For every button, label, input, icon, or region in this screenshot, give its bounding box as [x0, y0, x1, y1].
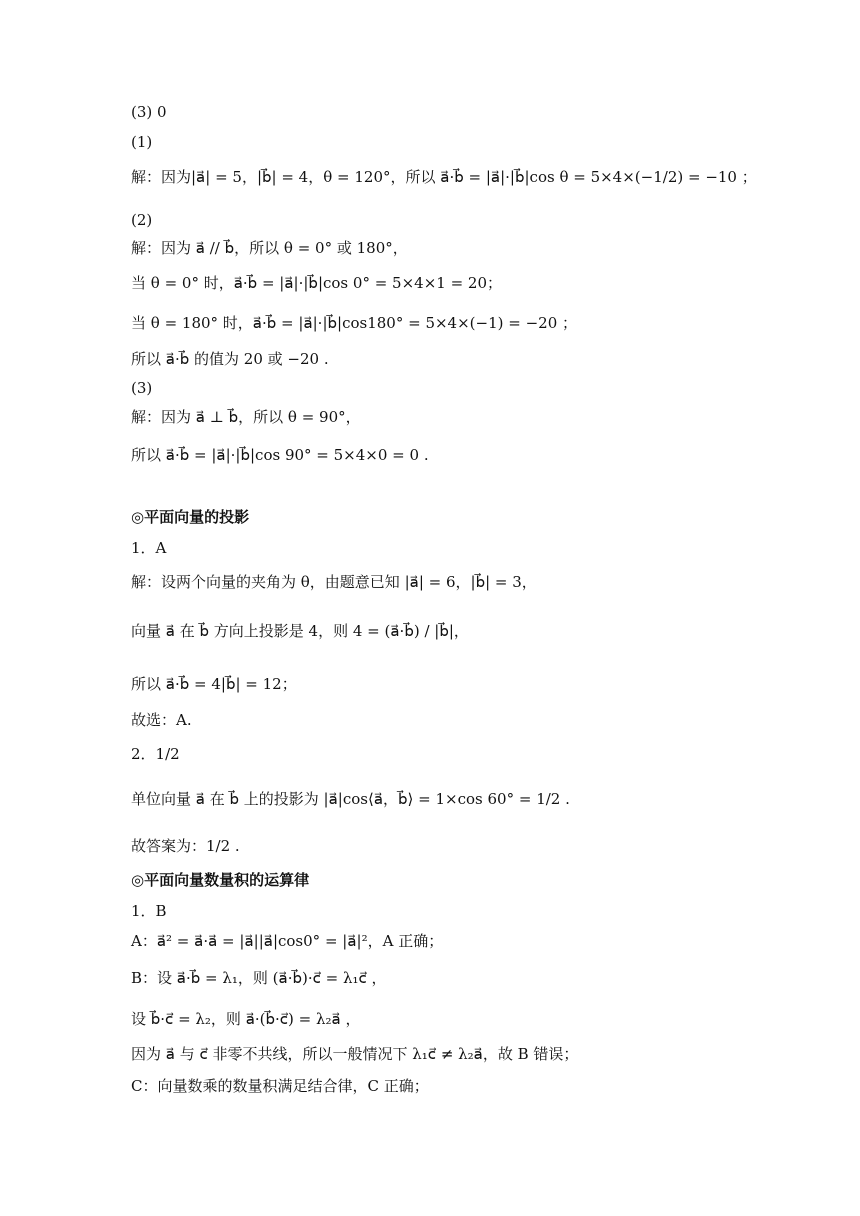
answer-line: 故选：A.: [131, 711, 192, 729]
answer-line: (1): [131, 133, 153, 151]
answer-line: 2．1/2: [131, 745, 180, 763]
answer-line: B：设 a⃗·b⃗ = λ₁，则 (a⃗·b⃗)·c⃗ = λ₁c⃗ ，: [131, 969, 387, 987]
answer-line: 向量 a⃗ 在 b⃗ 方向上投影是 4，则 4 = (a⃗·b⃗) / |b⃗|，: [131, 622, 469, 640]
answer-line: 所以 a⃗·b⃗ = |a⃗|·|b⃗|cos 90° = 5×4×0 = 0 .: [131, 446, 429, 464]
answer-line: 当 θ = 180° 时，a⃗·b⃗ = |a⃗|·|b⃗|cos180° = 5×4×(−1) = −20 ；: [131, 314, 578, 332]
answer-line: 单位向量 a⃗ 在 b⃗ 上的投影为 |a⃗|cos⟨a⃗，b⃗⟩ = 1×cos 60° = 1/2 .: [131, 790, 570, 808]
answer-line: 解：设两个向量的夹角为 θ，由题意已知 |a⃗| = 6，|b⃗| = 3，: [131, 573, 537, 591]
answer-line: A：a⃗² = a⃗·a⃗ = |a⃗||a⃗|cos0° = |a⃗|²，A 正确；: [131, 932, 444, 950]
answer-line: 所以 a⃗·b⃗ = 4|b⃗| = 12；: [131, 675, 297, 693]
answer-line: 所以 a⃗·b⃗ 的值为 20 或 −20 .: [131, 350, 329, 368]
answer-line: 解：因为|a⃗| = 5，|b⃗| = 4，θ = 120°，所以 a⃗·b⃗ = |a⃗|·|b⃗|cos θ = 5×4×(−1/2) = −10 ；: [131, 168, 757, 186]
answer-line: 当 θ = 0° 时，a⃗·b⃗ = |a⃗|·|b⃗|cos 0° = 5×4×1 = 20；: [131, 274, 503, 292]
answer-line: 1．A: [131, 539, 167, 557]
answer-line: (2): [131, 211, 153, 229]
answer-line: 解：因为 a⃗ ⊥ b⃗，所以 θ = 90°，: [131, 408, 361, 426]
section-heading: ◎平面向量数量积的运算律: [131, 871, 310, 889]
answer-line: (3) 0: [131, 103, 167, 121]
answer-line: C：向量数乘的数量积满足结合律，C 正确；: [131, 1077, 429, 1095]
answer-line: 设 b⃗·c⃗ = λ₂，则 a⃗·(b⃗·c⃗) = λ₂a⃗ ，: [131, 1010, 361, 1028]
section-heading: ◎平面向量的投影: [131, 508, 250, 526]
answer-line: 因为 a⃗ 与 c⃗ 非零不共线，所以一般情况下 λ₁c⃗ ≠ λ₂a⃗，故 B 错误；: [131, 1045, 579, 1063]
answer-line: 故答案为：1/2 .: [131, 837, 240, 855]
answer-line: 1．B: [131, 902, 167, 920]
answer-line: (3): [131, 379, 153, 397]
answer-line: 解：因为 a⃗ // b⃗，所以 θ = 0° 或 180°，: [131, 239, 408, 257]
